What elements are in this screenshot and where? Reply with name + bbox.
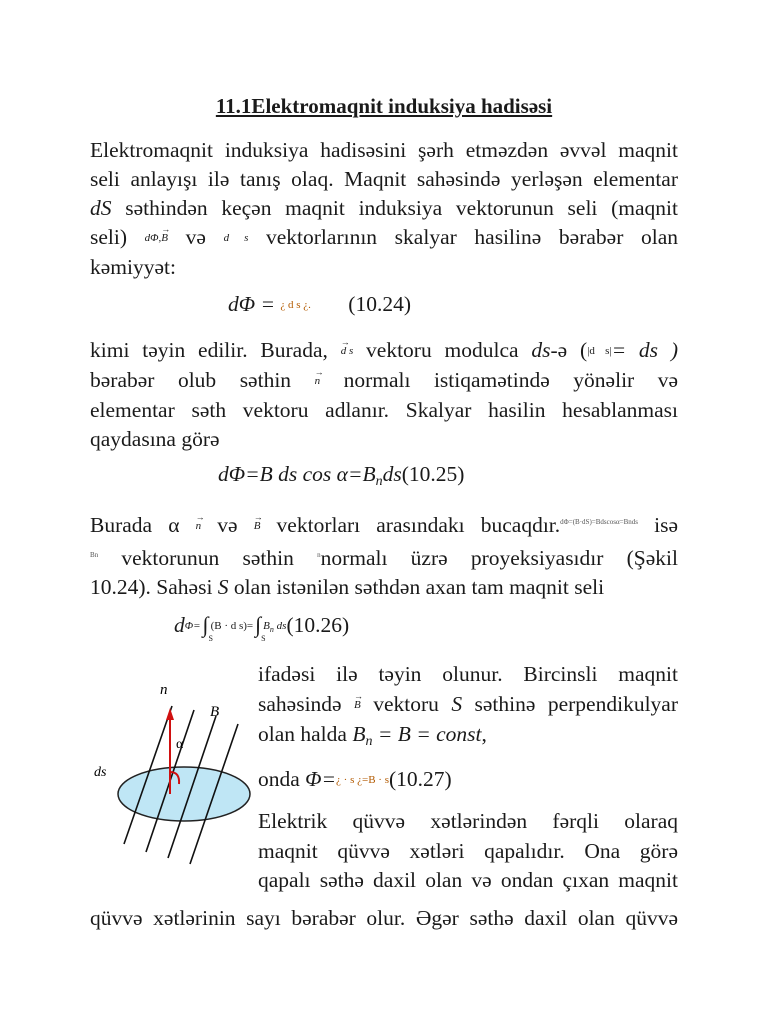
text-span: sahəsində [258,691,355,716]
text-span: onda [258,766,306,791]
math-vector-b: → B [254,512,261,541]
text-span: kimi təyin edilir. Burada, [90,338,341,362]
equation-body: ds [382,462,402,486]
equation-body: (B · d s)= [210,620,254,632]
text-line [258,720,678,757]
magnetic-flux-figure [92,672,252,872]
text-line: qüvvə xətlərinin sayı bərabər olur. Əgər səthə daxil olan qüvvə [90,906,678,930]
equation-10-26 [174,612,350,643]
text-line: maqnit qüvvə xətləri qapalıdır. Ona görə [258,838,678,863]
label-n: n [160,682,168,698]
text-span: vektoru modulca [353,338,532,362]
equation-10-24 [228,292,411,317]
math-ds: dS [90,196,112,220]
integral-symbol: ∫ [202,612,209,637]
text-line [90,508,678,541]
math-b: B [352,722,366,746]
equation-subscript: n [269,625,274,634]
paragraph-uniform-field [258,660,678,896]
text-span: olan halda [258,722,353,746]
text-line: seli anlayışı ilə tanış olaq. Maqnit sahəsində yerləşən elementar [90,167,678,191]
paragraph-definition [90,336,678,454]
text-span: və [168,225,224,249]
math-ds: = ds ) [611,338,678,362]
equation-body: ¿ d s ¿. [280,299,311,311]
text-line [90,366,678,396]
equation-d: d [174,613,185,637]
math-phi: Φ= [305,766,337,791]
paragraph-continuation [90,904,678,933]
math-vector-b: → B [354,691,361,721]
math-vector-b: → B [161,224,168,253]
label-ds: ds [94,765,107,780]
text-span: vektorları arasındakı bucaqdır. [260,513,561,537]
label-alpha: α [176,737,184,752]
text-span: vektorlarının skalyar hasilinə bərabər olan [248,225,678,249]
equation-body: dΦ=B ds cos α=B [218,462,376,486]
text-line [90,541,678,573]
text-span: isə [637,513,678,537]
equation-ds: ds [273,620,287,632]
equation-phi: Φ= [184,620,201,632]
text-line: ifadəsi ilə təyin olunur. Bircinsli maqnit [258,662,678,686]
math-inline-formula: dΦ=(B·dS)=Bdscosα=Bnds [560,518,638,526]
text-line: qaydasına görə [90,427,220,451]
math-vector-ds: d s [223,232,249,244]
text-span: səthindən keçən maqnit induksiya vektorunun seli (maqnit [111,196,678,220]
math-subscript: n [365,734,373,749]
text-span: Burada α [90,513,196,537]
math-bn: Bn [90,551,99,559]
math-vector-n: → n [196,512,202,541]
text-span: olan istənilən səthdən axan tam maqnit seli [228,575,605,599]
integral-sign [202,612,213,643]
equation-b: B [263,620,270,632]
math-s: S [451,691,463,716]
text-span: seli) [90,225,145,249]
equation-number: (10.25) [401,462,465,486]
text-line [258,765,678,796]
text-span: səthinə perpendikulyar [462,691,678,716]
integral-limit: S [261,634,266,643]
equation-subscript: n [375,474,383,489]
text-line: qapalı səthə daxil olan və ondan çıxan maqnit [258,868,678,892]
text-line: Elektrik qüvvə xətlərindən fərqli olaraq [258,809,678,833]
text-line [90,194,678,223]
integral-limit: S [208,634,213,643]
equation-number: (10.27) [389,766,452,791]
math-dphi: dΦ, [144,232,162,244]
paragraph-angle [90,508,678,602]
integral-symbol: ∫ [255,612,262,637]
text-span: vektoru [360,691,452,716]
text-span: və [201,513,254,537]
math-equation-body: ¿ · s ¿=B · s [336,773,389,786]
math-vector-n: n [317,551,321,559]
text-span: bərabər olub səthin [90,368,315,392]
math-equality: = B = const [372,722,482,746]
text-line: elementar səth vektoru adlanır. Skalyar hasilin hesablanması [90,398,678,422]
text-span: -ə ( [550,338,588,362]
equation-number: (10.24) [348,292,411,316]
text-span: 10.24). Sahəsi [90,575,218,599]
section-title: 11.1Elektromaqnit induksiya hadisəsi [215,94,553,118]
integral-sign [255,612,266,643]
equation-number: (10.26) [286,613,350,637]
text-line: kəmiyyət: [90,255,176,279]
flux-diagram [92,672,252,872]
math-s: S [217,575,229,599]
equation-10-25 [218,462,464,490]
text-span: , [481,722,487,746]
text-line [90,573,678,602]
text-line: Elektromaqnit induksiya hadisəsini şərh etməzdən əvvəl maqnit [90,138,678,162]
text-span: normalı istiqamətində yönəlir və [320,368,678,392]
text-span: normalı üzrə proyeksiyasıdır (Şəkil [320,546,678,570]
text-line [258,690,678,721]
math-modulus: |d s| [587,345,612,357]
text-line [90,336,678,366]
text-line [90,223,678,253]
math-vector-ds: → d s [341,337,354,366]
label-b: B [210,704,220,720]
paragraph-intro [90,136,678,282]
math-vector-n: → n [315,367,321,396]
equation-lhs: dΦ = [228,292,275,316]
text-span: vektorunun səthin [98,546,318,570]
normal-arrowhead [166,708,174,720]
math-ds: ds [531,338,551,362]
